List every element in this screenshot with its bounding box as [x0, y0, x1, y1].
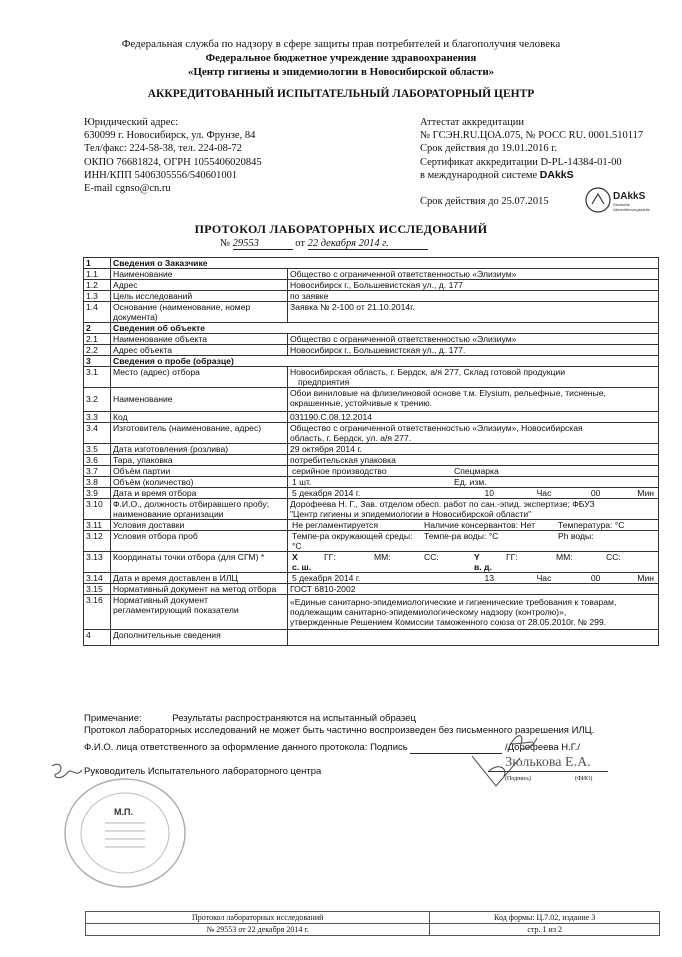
table-cell: 10 [484, 488, 495, 498]
table-cell: Дополнительные сведения [111, 630, 288, 646]
org-details [84, 116, 262, 195]
table-cell: Основание (наименование, номер документа) [111, 302, 288, 323]
table-cell: СС: [424, 552, 439, 562]
table-cell: 13 [484, 573, 495, 583]
table-cell: 3.5 [84, 444, 111, 455]
table-cell: потребительская упаковка [288, 455, 659, 466]
head-signature-mark [468, 752, 528, 792]
table-cell: 4 [84, 630, 111, 646]
table-cell: 3.3 [84, 412, 111, 423]
table-cell: 1.2 [84, 280, 111, 291]
table-cell: Новосибирская область, г. Бердск, а/я 277, Склад готовой продукции предприятия [288, 367, 659, 388]
institution-line: Федеральное бюджетное учреждение здравоохранения [205, 52, 477, 64]
table-cell: Координаты точки отбора (для СГМ) * [111, 552, 288, 573]
org-line: E-mail cgnso@cn.ru [84, 183, 171, 195]
accr-line: № ГСЭН.RU.ЦОА.075, № РОСС RU. 0001.510117 [420, 130, 644, 142]
table-row [84, 291, 659, 302]
table-cell: Темпе-ра окружающей среды: °С [292, 531, 413, 551]
org-line: 630099 г. Новосибирск, ул. Фрунзе, 84 [84, 130, 256, 142]
table-row [84, 345, 659, 356]
table-cell: серийное производство [292, 466, 387, 476]
table-cell: ММ: [374, 552, 391, 562]
table-cell: Наименование [111, 388, 288, 412]
form-footer [85, 911, 660, 936]
org-line: Юридический адрес: [84, 117, 179, 128]
table-cell: Ед. изм. [454, 477, 487, 487]
table-cell [288, 520, 659, 531]
table-cell: 2.1 [84, 334, 111, 345]
table-cell: Общество с ограниченной ответственностью «Элизиум», Новосибирская область, г. Бердск, ул. а/я 277. [288, 423, 659, 444]
table-cell: Дата изготовления (розлива) [111, 444, 288, 455]
table-cell: по заявке [288, 291, 659, 302]
svg-text:Deutsche: Deutsche [613, 202, 630, 207]
table-cell: Сведения об объекте [111, 323, 659, 334]
lab-center-title: АККРЕДИТОВАННЫЙ ИСПЫТАТЕЛЬНЫЙ ЛАБОРАТОРНЫЙ ЦЕНТР [147, 88, 535, 100]
accr-line: Аттестат аккредитации [420, 117, 524, 128]
table-cell: 3.12 [84, 531, 111, 552]
table-cell: Нормативный документ регламентирующий показатели [111, 595, 288, 630]
table-row [84, 477, 659, 488]
accr-line: Срок действия до 19.01.2016 г. [420, 143, 557, 155]
table-cell: 1 [84, 258, 111, 269]
table-cell: ГГ: [324, 552, 336, 562]
table-cell [288, 552, 659, 573]
sig-caption: (Подпись) [505, 776, 532, 782]
table-cell [288, 573, 659, 584]
table-cell: Дорофеева Н. Г., Зав. отделом обесп. работ по сан.-эпид. экспертизе; ФБУЗ "Центр гигиены и эпидемиологии в Новосибирской области" [288, 499, 659, 520]
agency-line: Федеральная служба по надзору в сфере защиты прав потребителей и благополучия человека [121, 38, 561, 50]
table-row [84, 258, 659, 269]
table-cell: 3.11 [84, 520, 111, 531]
accr-line: Срок действия до 25.07.2015 [420, 196, 549, 208]
table-cell: ММ: [556, 552, 573, 562]
table-cell: Общество с ограниченной ответственностью «Элизиум» [288, 269, 659, 280]
table-cell [288, 488, 659, 499]
table-cell: Условия отбора проб [111, 531, 288, 552]
table-row [84, 302, 659, 323]
table-row [84, 356, 659, 367]
table-row [84, 466, 659, 477]
table-cell: 00 [590, 488, 601, 498]
table-cell: 3.9 [84, 488, 111, 499]
table-cell: Спецмарка [454, 466, 499, 476]
table-row [84, 499, 659, 520]
protocol-table [83, 257, 659, 646]
table-cell: Объём (количество) [111, 477, 288, 488]
table-cell: Код [111, 412, 288, 423]
table-cell: «Единые санитарно-эпидемиологические и гигиенические требования к товарам, подлежащим санитарно-эпидемиологическому надзору (контролю)», утвержденные Решением Комиссии таможенного союза от 28.05.2010г. № 299. [288, 595, 659, 630]
responsible-line: Ф.И.О. лица ответственного за оформление данного протокола: Подпись /Дорофеева Н.Г./ [84, 742, 581, 753]
table-cell: X с. ш. [292, 552, 312, 572]
table-cell: 3.7 [84, 466, 111, 477]
head-name: Зюлькова Е.А. [488, 755, 608, 772]
head-label: Руководитель Испытательного лабораторного центра [84, 766, 322, 777]
table-cell: 3.6 [84, 455, 111, 466]
official-stamp [60, 775, 190, 890]
table-row [84, 552, 659, 573]
table-cell: 1.3 [84, 291, 111, 302]
table-cell: 3.8 [84, 477, 111, 488]
copy-restriction: Протокол лабораторных исследований не может быть частично воспроизведен без письменного разрешения ИЛЦ. [84, 725, 595, 736]
table-cell: Температура: °С [558, 520, 625, 530]
table-row [84, 584, 659, 595]
table-cell: Дата и время отбора [111, 488, 288, 499]
table-cell: Ф.И.О., должность отбиравшего пробу; наименование организации [111, 499, 288, 520]
table-row: № 29553 от 22 декабря 2014 г. стр. 1 из 2 [86, 924, 660, 936]
table-cell: Изготовитель (наименование, адрес) [111, 423, 288, 444]
table-cell: ГГ: [506, 552, 518, 562]
table-cell: 3.15 [84, 584, 111, 595]
table-cell: 5 декабря 2014 г. [292, 573, 361, 583]
svg-text:DAkkS: DAkkS [613, 191, 646, 202]
table-cell: 1.1 [84, 269, 111, 280]
table-cell: 5 декабря 2014 г. [292, 488, 361, 498]
table-cell: 2.2 [84, 345, 111, 356]
org-line: ИНН/КПП 5406305556/540601001 [84, 169, 238, 181]
table-cell: Дата и время доставлен в ИЛЦ [111, 573, 288, 584]
table-row: Протокол лабораторных исследований Код формы: Ц.7.02, издание 3 [86, 912, 660, 924]
table-row [84, 630, 659, 646]
table-cell: 3.10 [84, 499, 111, 520]
accr-line: Сертификат аккредитации D-PL-14384-01-00 [420, 156, 622, 168]
table-cell: Новосибирск г., Большевистская ул., д. 177. [288, 345, 659, 356]
table-row [84, 412, 659, 423]
table-cell: Наименование объекта [111, 334, 288, 345]
table-row [84, 269, 659, 280]
protocol-title: ПРОТОКОЛ ЛАБОРАТОРНЫХ ИССЛЕДОВАНИЙ [194, 222, 488, 236]
table-cell: 1.4 [84, 302, 111, 323]
table-cell [288, 531, 659, 552]
table-cell: 3.1 [84, 367, 111, 388]
table-row [84, 520, 659, 531]
table-cell: 3.16 [84, 595, 111, 630]
table-cell: 3.2 [84, 388, 111, 412]
table-row [84, 323, 659, 334]
table-cell: Цель исследований [111, 291, 288, 302]
table-cell: ГОСТ 6810-2002 [288, 584, 659, 595]
table-cell: Мин [637, 573, 654, 583]
table-cell: Рh воды: [558, 531, 594, 541]
note-line: Примечание: Результаты распространяются на испытанный образец [84, 713, 416, 724]
table-cell [288, 630, 659, 646]
table-cell: 3.13 [84, 552, 111, 573]
org-line: ОКПО 76681824, ОГРН 1055406020845 [84, 156, 262, 168]
dakks-logo [585, 186, 655, 214]
fio-caption: (ФИО) [575, 776, 593, 782]
table-cell: Наличие консервантов: Нет [424, 520, 536, 530]
table-cell: Сведения о пробе (образце) [111, 356, 659, 367]
table-cell: 3 [84, 356, 111, 367]
table-cell: Объём партии [111, 466, 288, 477]
table-row [84, 488, 659, 499]
table-cell: 29 октября 2014 г. [288, 444, 659, 455]
svg-text:Akkreditierungsstelle: Akkreditierungsstelle [613, 207, 650, 212]
org-line: Тел/факс: 224-58-38, тел. 224-08-72 [84, 143, 242, 155]
protocol-number: № 29553 от 22 декабря 2014 г. [220, 238, 428, 250]
table-row [84, 531, 659, 552]
table-cell [288, 466, 659, 477]
table-row [84, 388, 659, 412]
table-cell: Тара, упаковка [111, 455, 288, 466]
table-row [84, 334, 659, 345]
table-cell: Место (адрес) отбора [111, 367, 288, 388]
table-cell: 1 шт. [292, 477, 312, 487]
table-row [84, 280, 659, 291]
table-cell: 00 [590, 573, 601, 583]
table-cell [288, 477, 659, 488]
table-cell: Y в. д. [474, 552, 492, 572]
table-cell: 3.4 [84, 423, 111, 444]
table-row [84, 573, 659, 584]
accr-line: в международной системе DAkkS [420, 168, 574, 181]
table-cell: 031190.С.08.12.2014 [288, 412, 659, 423]
table-cell: Наименование [111, 269, 288, 280]
table-row [84, 367, 659, 388]
table-cell: Нормативный документ на метод отбора [111, 584, 288, 595]
stamp-mp: М.П. [114, 807, 133, 817]
table-cell: Адрес объекта [111, 345, 288, 356]
table-cell: Заявка № 2-100 от 21.10.2014г. [288, 302, 659, 323]
table-row [84, 595, 659, 630]
table-row [84, 423, 659, 444]
table-cell: Условия доставки [111, 520, 288, 531]
table-cell: Час [536, 573, 552, 583]
table-cell: Не регламентируется [292, 520, 379, 530]
table-cell: Общество с ограниченной ответственностью «Элизиум» [288, 334, 659, 345]
table-cell: Адрес [111, 280, 288, 291]
table-cell: 2 [84, 323, 111, 334]
table-row [84, 455, 659, 466]
table-cell: Обои виниловые на флизелиновой основе т.м. Elysium, рельефные, тисненые, окрашенные, устойчивые к трению. [288, 388, 659, 412]
table-cell: Новосибирск г., Большевистская ул., д. 177 [288, 280, 659, 291]
table-row [84, 444, 659, 455]
table-cell: Темпе-ра воды: °С [424, 531, 499, 541]
table-cell: Час [536, 488, 552, 498]
institution-name: «Центр гигиены и эпидемиологии в Новосибирской области» [187, 66, 495, 78]
table-cell: 3.14 [84, 573, 111, 584]
table-cell: Сведения о Заказчике [111, 258, 659, 269]
table-cell: СС: [606, 552, 621, 562]
table-cell: Мин [637, 488, 654, 498]
